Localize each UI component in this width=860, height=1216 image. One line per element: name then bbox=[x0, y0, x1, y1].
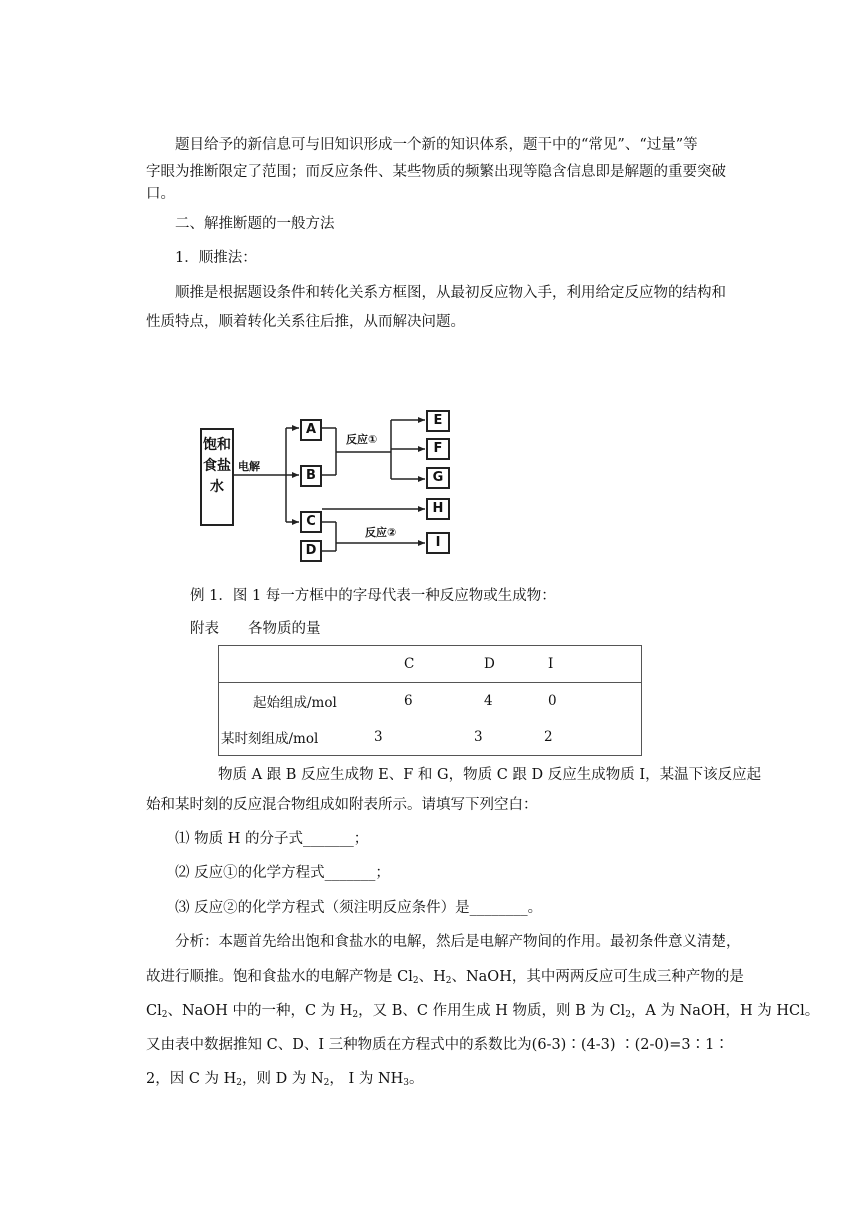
stem-line-2: 始和某时刻的反应混合物组成如附表所示。请填写下列空白： bbox=[146, 797, 538, 813]
intro-line-2: 字眼为推断限定了范围；而反应条件、某些物质的频繁出现等隐含信息即是解题的重要突破 bbox=[146, 164, 726, 180]
flow-diagram bbox=[196, 400, 470, 565]
analysis-line-1: 分析：本题首先给出饱和食盐水的电解，然后是电解产物间的作用。最初条件意义清楚， bbox=[175, 934, 741, 950]
analysis-text: ，则 D 为 N bbox=[242, 1071, 324, 1087]
reaction1-label: 反应① bbox=[346, 433, 378, 446]
table-cell: 3 bbox=[474, 729, 483, 745]
table-row bbox=[219, 719, 642, 756]
electrolysis-label: 电解 bbox=[238, 460, 260, 473]
table-header-row bbox=[219, 646, 642, 683]
box-g: G bbox=[426, 467, 450, 489]
analysis-text: ，又 B、C 作用生成 H 物质，则 B 为 Cl bbox=[358, 1003, 626, 1019]
table-title: 附表 各物质的量 bbox=[190, 621, 321, 637]
method-line-1: 顺推是根据题设条件和转化关系方框图，从最初反应物入手，利用给定反应物的结构和 bbox=[175, 285, 726, 301]
stem-line-1: 物质 A 跟 B 反应生成物 E、F 和 G，物质 C 跟 D 反应生成物质 I，某温下该反应起 bbox=[218, 767, 762, 783]
analysis-text: ， I 为 NH bbox=[329, 1071, 404, 1087]
table-cell: 6 bbox=[404, 693, 413, 709]
box-e: E bbox=[426, 410, 450, 432]
table-cell: 3 bbox=[374, 729, 383, 745]
intro-line-1: 题目给予的新信息可与旧知识形成一个新的知识体系，题干中的“常见”、“过量”等 bbox=[175, 137, 698, 153]
analysis-text: 故进行顺推。饱和食盐水的电解产物是 Cl bbox=[146, 969, 413, 985]
source-box: 饱和食盐水 bbox=[200, 428, 234, 526]
table-cell: 4 bbox=[484, 693, 493, 709]
table-header-cell bbox=[219, 646, 370, 683]
subscript: 2 bbox=[161, 1010, 168, 1020]
subscript: 3 bbox=[403, 1078, 410, 1088]
section-heading: 二、解推断题的一般方法 bbox=[175, 216, 335, 232]
box-a: A bbox=[300, 419, 322, 441]
box-h: H bbox=[426, 498, 450, 520]
table-cell: 起始组成/mol bbox=[253, 695, 337, 711]
table-header-cell: I bbox=[544, 646, 642, 683]
box-d: D bbox=[300, 540, 322, 562]
subscript: 2 bbox=[352, 1010, 359, 1020]
table-row bbox=[219, 683, 642, 720]
method-heading: 1．顺推法： bbox=[175, 250, 257, 266]
table-cell: 某时刻组成/mol bbox=[221, 731, 319, 747]
box-b: B bbox=[300, 465, 322, 487]
box-f: F bbox=[426, 438, 450, 460]
table-cell: 0 bbox=[548, 693, 557, 709]
analysis-text: 。 bbox=[409, 1071, 424, 1087]
method-line-2: 性质特点，顺着转化关系往后推，从而解决问题。 bbox=[146, 314, 465, 330]
analysis-line-2 bbox=[146, 966, 744, 988]
analysis-text: 、NaOH 中的一种，C 为 H bbox=[167, 1003, 353, 1019]
analysis-text: 、NaOH，其中两两反应可生成三种产物的是 bbox=[451, 969, 744, 985]
subscript: 2 bbox=[412, 976, 419, 986]
box-c: C bbox=[300, 511, 322, 533]
subscript: 2 bbox=[323, 1078, 330, 1088]
question-3: ⑶ 反应②的化学方程式（须注明反应条件）是________。 bbox=[175, 900, 543, 916]
question-2: ⑵ 反应①的化学方程式_______； bbox=[175, 865, 390, 881]
example-caption: 例 1．图 1 每一方框中的字母代表一种反应物或生成物： bbox=[190, 588, 556, 604]
reaction2-label: 反应② bbox=[365, 526, 397, 539]
subscript: 2 bbox=[625, 1010, 631, 1020]
box-i: I bbox=[426, 532, 450, 554]
analysis-text: 2，因 C 为 H bbox=[146, 1071, 237, 1087]
analysis-text: Cl bbox=[146, 1003, 162, 1019]
quantity-table bbox=[218, 645, 642, 756]
intro-line-3: 口。 bbox=[146, 186, 175, 202]
table-header-cell: C bbox=[369, 646, 474, 683]
analysis-text: 、H bbox=[418, 969, 446, 985]
table-header-cell: D bbox=[474, 646, 544, 683]
table-cell: 2 bbox=[544, 729, 553, 745]
subscript: 2 bbox=[236, 1078, 243, 1088]
subscript: 2 bbox=[445, 976, 452, 986]
analysis-line-4: 又由表中数据推知 C、D、I 三种物质在方程式中的系数比为(6-3)∶(4-3) ∶(2-0)=3∶1∶ bbox=[146, 1037, 729, 1053]
analysis-line-5 bbox=[146, 1068, 424, 1090]
analysis-text: ，A 为 NaOH，H 为 HCl。 bbox=[630, 1003, 820, 1019]
question-1: ⑴ 物质 H 的分子式_______； bbox=[175, 831, 369, 847]
analysis-line-3 bbox=[146, 1000, 819, 1022]
